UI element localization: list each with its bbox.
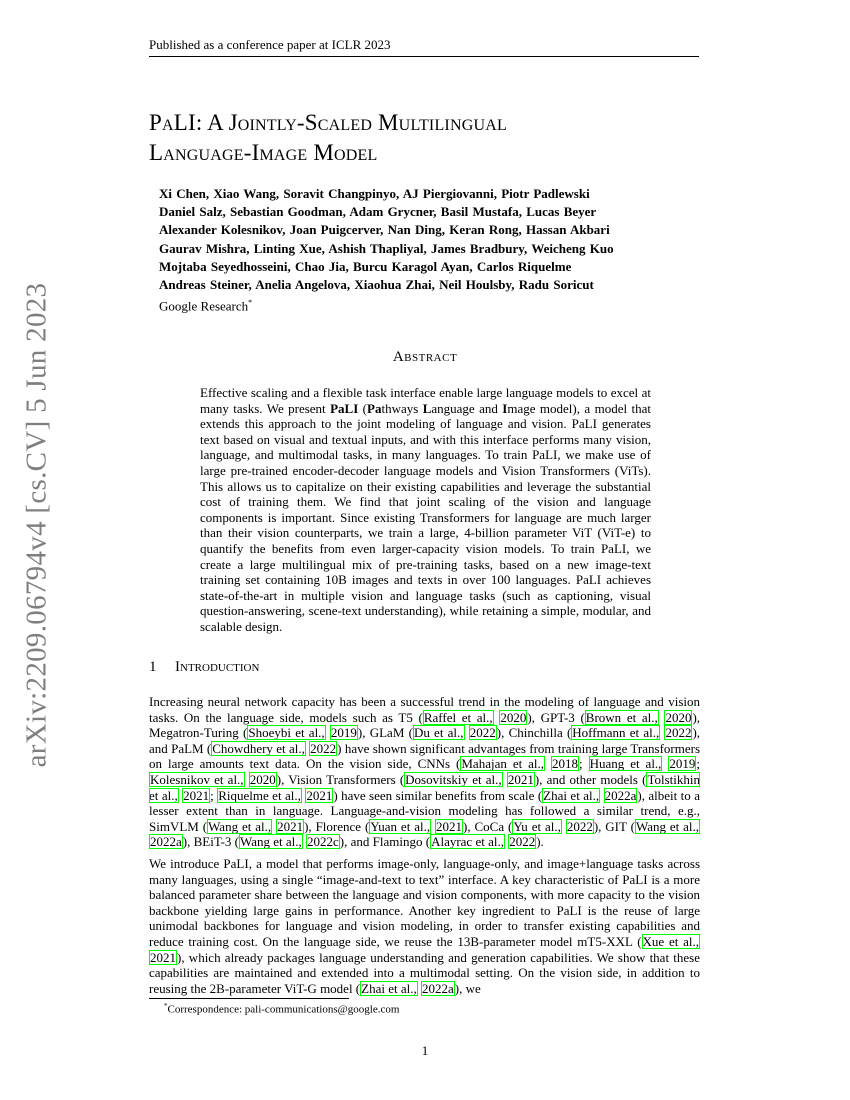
footnote-mark: * [164,1002,168,1010]
author-line: Daniel Salz, Sebastian Goodman, Adam Grycner, Basil Mustafa, Lucas Beyer [159,204,597,220]
paragraph-text: ; [579,756,589,772]
paragraph-text: ), Megatron-Turing ( [149,709,701,741]
citation-link[interactable]: Yuan et al., [370,818,431,834]
citation-link[interactable]: 2018 [552,756,579,772]
paragraph-text: ), which already packages language understanding and generation capabilities. We show that these capabilities are maintained and extended into a multimodal setting. On the vision side, in addition to reusing the 2B-parameter ViT-G model ( [149,949,700,996]
footnote-text: Correspondence: pali-communications@google.com [167,1003,400,1016]
citation-link[interactable]: 2019 [330,725,357,741]
paragraph-text: ), and PaLM ( [149,725,701,756]
section-number: 1 [149,659,157,675]
abstract-bold: Pa [367,400,382,416]
paragraph-text: ), GLaM ( [357,725,413,741]
citation-link[interactable]: 2021 [183,787,210,803]
abstract-text: mage model), a model that extends this approach to the joint modeling of language and vision. PaLI generates text based on visual and textual inputs, and with this interface performs many vision, language, and multimodal tasks, in many languages. To train PaLI, we make use of large pre-trained encoder-decoder language models and Vision Transformers (ViTs). This allows us to capitalize on their existing capabilities and leverage the substantial cost of training them. We find that joint scaling of the vision and language components is important. Since existing Transformers for language are much larger than their vision counterparts, we train a large, 4-billion parameter ViT (ViT-e) to quantify the benefits from even larger-capacity vision models. To train PaLI, we create a large multilingual mix of pre-training tasks, based on a new image-text training set containing 10B images and texts in over 100 languages. PaLI achieves state-of-the-art in multiple vision and language tasks (such as captioning, visual question-answering, scene-text understanding), while retaining a simple, modular, and scalable design. [200,400,651,634]
citation-link[interactable]: Du et al., [413,725,464,741]
section-heading [149,659,259,676]
intro-paragraph-1 [149,694,700,850]
citation-link[interactable]: 2022a [604,787,637,803]
title-line-2: Language-Image Model [149,140,378,165]
abstract-bold: PaLI [330,400,359,416]
citation-link[interactable]: Zhai et al., [361,980,417,996]
page-number: 1 [421,1043,429,1058]
citation-link[interactable]: Wang et al., [240,834,302,850]
paragraph-text: ), albeit to a lesser extent than in language. Language-and-vision modeling has followed a similar trend, e.g., SimVLM ( [149,787,701,834]
citation-link[interactable]: 2020 [665,709,692,725]
paragraph-text: ; [696,756,701,772]
citation-link[interactable]: 2021 [150,949,176,965]
paragraph-text: ), GPT-3 ( [527,709,585,725]
citation-link[interactable]: 2022a [150,834,182,850]
citation-link[interactable]: 2022 [310,740,337,756]
citation-link[interactable]: Yu et al., [513,818,561,834]
paragraph-text: ; [210,787,218,803]
footnote [164,1002,399,1016]
citation-link[interactable]: Xue et al., [642,933,699,949]
citation-link[interactable]: Hoffmann et al., [572,725,660,741]
citation-link[interactable]: Raffel et al., [423,709,493,725]
citation-link[interactable]: Riquelme et al., [218,787,301,803]
author-line: Xi Chen, Xiao Wang, Soravit Changpinyo, AJ Piergiovanni, Piotr Padlewski [159,186,590,201]
citation-link[interactable]: Alayrac et al., [431,834,504,850]
affiliation-name: Google Research [159,298,249,314]
citation-link[interactable]: Dosovitskiy et al., [405,771,502,787]
citation-link[interactable]: 2021 [507,771,534,787]
paragraph-text: ), BEiT-3 ( [182,834,239,850]
abstract-bold: I [502,400,508,416]
arxiv-id: arXiv:2209.06794v4 [cs.CV] 5 Jun 2023 [20,282,53,768]
paragraph-text: ), Vision Transformers ( [276,771,405,787]
title-line-1: PaLI: A Jointly-Scaled Multilingual [149,110,507,135]
section-title: Introduction [175,659,260,675]
abstract-text: ( [358,400,368,416]
paper-title [149,108,709,168]
footnote-rule [149,998,349,999]
citation-link[interactable]: 2022 [509,834,536,850]
citation-link[interactable]: 2022c [307,834,339,850]
paragraph-text: ), and other models ( [534,771,647,787]
citation-link[interactable]: 2022 [566,818,593,834]
paragraph-text: We introduce PaLI, a model that performs image-only, language-only, and image+language tasks across many languages, using a single “image-and-text to text” interface. A key characteristic of PaLI is a more balanced parameter share between the language and vision components, with more capacity to the vision backbone yielding large gains in performance. Another key ingredient to PaLI is the reuse of large unimodal backbones for language and vision modeling, in order to transfer existing capabilities and reduce training cost. On the language side, we reuse the 13B-parameter model mT5-XXL ( [149,856,700,949]
intro-paragraph-2 [149,856,700,996]
paragraph-text: ), Florence ( [304,818,370,834]
abstract-text: Effective scaling and a flexible task interface enable large language models to excel at many tasks. We present [200,385,651,416]
abstract-bold: L [422,400,432,416]
abstract-text: thways [381,400,423,416]
paragraph-text: ), CoCa ( [463,818,513,834]
author-line: Gaurav Mishra, Linting Xue, Ashish Thapliyal, James Bradbury, Weicheng Kuo [159,240,614,256]
citation-link[interactable]: Wang et al., [208,818,272,834]
paragraph-text: ) have seen similar benefits from scale ( [333,787,543,803]
citation-link[interactable]: Mahajan et al., [461,756,545,772]
citation-link[interactable]: 2021 [277,818,304,834]
abstract-heading: Abstract [392,349,458,365]
citation-link[interactable]: Wang et al., [635,818,700,834]
affiliation-footnote-mark[interactable]: * [248,298,253,308]
citation-link[interactable]: Chowdhery et al., [212,740,305,756]
author-block [159,185,719,316]
citation-link[interactable]: 2021 [436,818,463,834]
citation-link[interactable]: 2019 [669,756,696,772]
citation-link[interactable]: 2021 [306,787,333,803]
citation-link[interactable]: 2020 [249,771,276,787]
paragraph-text: Increasing neural network capacity has been a successful trend in the modeling of language and vision tasks. On the language side, models such as T5 ( [149,694,700,725]
affiliation [159,294,719,316]
citation-link[interactable]: Shoeybi et al., [248,725,325,741]
paragraph-text: ), we [454,980,481,996]
author-line: Andreas Steiner, Anelia Angelova, Xiaohua Zhai, Neil Houlsby, Radu Soricut [159,277,594,293]
author-line: Mojtaba Seyedhosseini, Chao Jia, Burcu Karagol Ayan, Carlos Riquelme [159,258,572,274]
paragraph-text: ), and Flamingo ( [339,834,431,850]
citation-link[interactable]: Huang et al., [589,756,662,772]
abstract-body [200,385,651,635]
paragraph-text: ), GIT ( [593,818,635,834]
citation-link[interactable]: 2022 [665,725,692,741]
citation-link[interactable]: Tolstikhin et al., [149,771,701,803]
abstract-text: anguage and [431,400,503,416]
citation-link[interactable]: 2020 [500,709,527,725]
paragraph-text: ), Chinchilla ( [496,725,572,741]
paragraph-text: ). [536,834,544,850]
citation-link[interactable]: Kolesnikov et al., [150,771,244,787]
citation-link[interactable]: Brown et al., [585,709,658,725]
arxiv-stamp [20,282,53,768]
author-line: Alexander Kolesnikov, Joan Puigcerver, Nan Ding, Keran Rong, Hassan Akbari [159,222,610,238]
running-header: Published as a conference paper at ICLR 2023 [149,37,699,57]
citation-link[interactable]: 2022 [469,725,496,741]
paragraph-text: ) have shown significant advantages from training large Transformers on large amounts text data. On the vision side, CNNs ( [149,740,701,772]
citation-link[interactable]: Zhai et al., [543,787,600,803]
citation-link[interactable]: 2022a [421,980,454,996]
